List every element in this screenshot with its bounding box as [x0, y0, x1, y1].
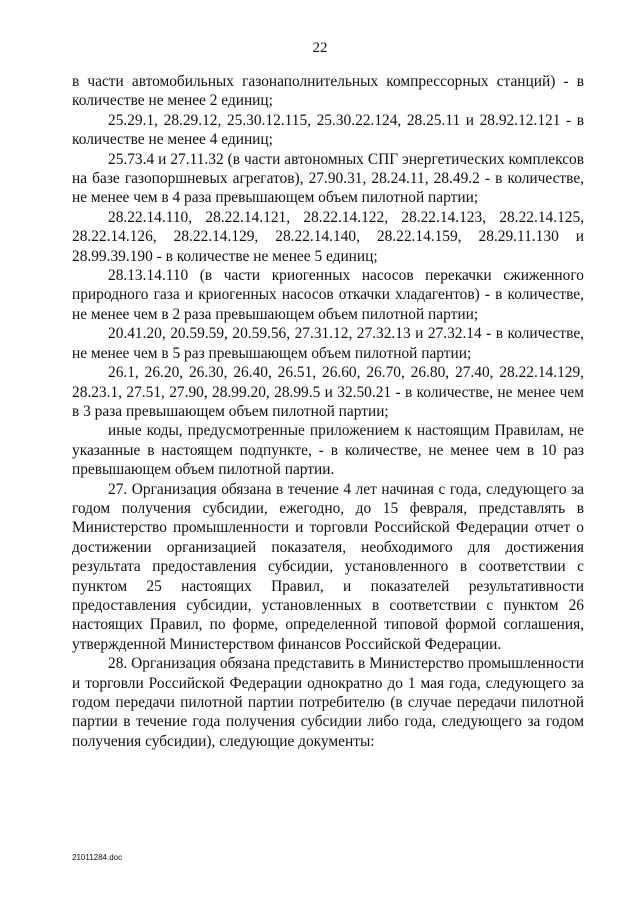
paragraph-item-28: 28. Организация обязана представить в Министерство промышленности и торговли Российской Федерации однократно до 1 мая года, следующего за годом передачи пилотной партии потребителю (в случае передачи пилотной партии в течение года получения субсидии либо года, следующего за годом получения субсидии), следующие документы: [72, 655, 584, 750]
paragraph-codes-5x-volume: 20.41.20, 20.59.59, 20.59.56, 27.31.12, 27.32.13 и 27.32.14 - в количестве, не менее чем в 5 раз превышающем объем пилотной партии; [72, 325, 584, 362]
document-body [72, 72, 584, 751]
paragraph-codes-5-units: 28.22.14.110, 28.22.14.121, 28.22.14.122, 28.22.14.123, 28.22.14.125, 28.22.14.126, 28.22.14.129, 28.22.14.140, 28.22.14.159, 28.29.11.130 и 28.99.39.190 - в количестве не менее 5 единиц; [72, 208, 584, 265]
paragraph-gas-stations: в части автомобильных газонаполнительных компрессорных станций) - в количестве не менее 2 единиц; [72, 73, 584, 110]
paragraph-other-codes: иные коды, предусмотренные приложением к настоящим Правилам, не указанные в настоящем подпункте, - в количестве, не менее чем в 10 раз превышающем объем пилотной партии. [72, 422, 584, 479]
footer-filename: 21011284.doc [72, 853, 123, 862]
paragraph-cryogenic-pumps: 28.13.14.110 (в части криогенных насосов перекачки сжиженного природного газа и криогенных насосов откачки хладагентов) - в количестве, не менее чем в 2 раза превышающем объем пилотной партии; [72, 267, 584, 323]
paragraph-item-27: 27. Организация обязана в течение 4 лет начиная с года, следующего за годом получения субсидии, ежегодно, до 15 февраля, представлять в Министерство промышленности и торговли Российской Федерации отчет о достижении организацией показателя, необходимого для достижения результата предоставления субсидии, установленного в соответствии с пунктом 25 настоящих Правил, и показателей результативности предоставления субсидии, установленных в соответствии с пунктом 26 настоящих Правил, по форме, определенной типовой формой соглашения, утвержденной Министерством финансов Российской Федерации. [72, 480, 584, 653]
paragraph-codes-4x-volume: 25.73.4 и 27.11.32 (в части автономных СПГ энергетических комплексов на базе газопоршневых агрегатов), 27.90.31, 28.24.11, 28.49.2 - в количестве, не менее чем в 4 раза превышающем объем пилотной партии; [72, 150, 584, 207]
paragraph-codes-3x-volume: 26.1, 26.20, 26.30, 26.40, 26.51, 26.60, 26.70, 26.80, 27.40, 28.22.14.129, 28.23.1, 27.51, 27.90, 28.99.20, 28.99.5 и 32.50.21 - в количестве, не менее чем в 3 раза превышающем объем пилотной партии; [72, 364, 584, 420]
page-number: 22 [312, 40, 328, 56]
paragraph-codes-4-units: 25.29.1, 28.29.12, 25.30.12.115, 25.30.22.124, 28.25.11 и 28.92.12.121 - в количестве не менее 4 единиц; [72, 111, 584, 149]
